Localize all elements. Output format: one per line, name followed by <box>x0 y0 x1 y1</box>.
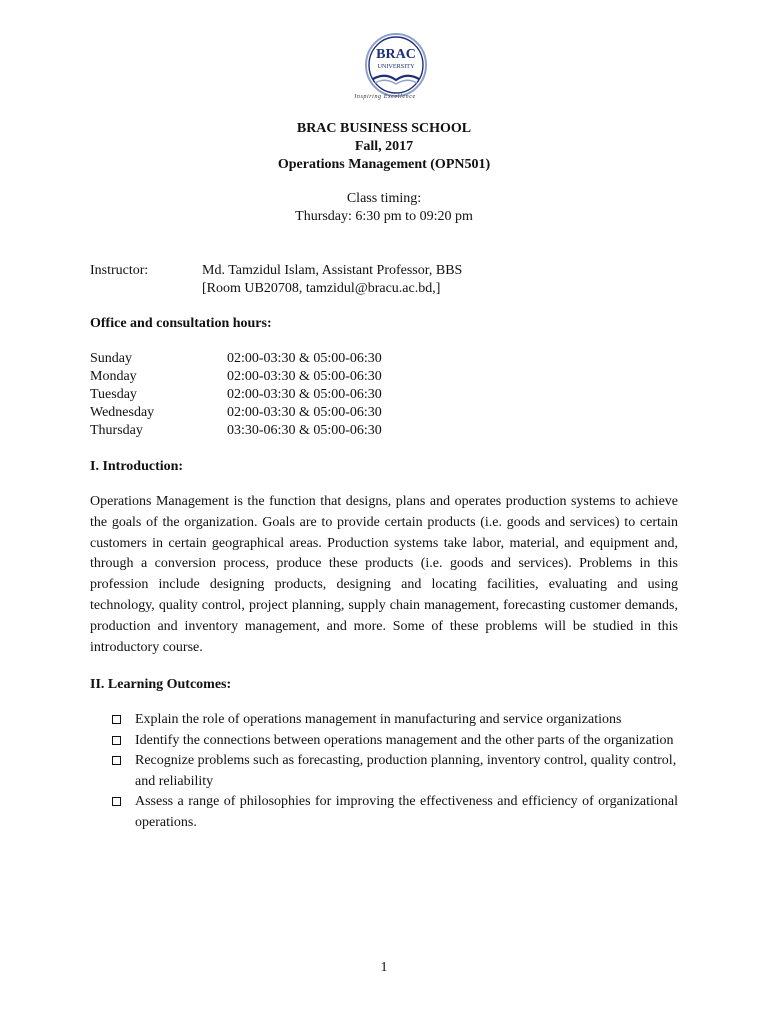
outcome-text: Identify the connections between operations management and the other parts of the organization <box>135 732 674 748</box>
class-timing-label: Class timing: <box>346 191 422 206</box>
office-hours-time: 02:00-03:30 & 05:00-06:30 <box>227 387 382 402</box>
list-item <box>110 792 678 833</box>
list-item <box>110 751 678 792</box>
learning-outcomes-list <box>110 710 678 833</box>
office-hours-time: 02:00-03:30 & 05:00-06:30 <box>227 369 382 384</box>
office-hours-table <box>90 350 490 440</box>
office-hours-title: Office and consultation hours: <box>90 316 272 331</box>
office-hours-row <box>90 350 490 368</box>
office-hours-time: 02:00-03:30 & 05:00-06:30 <box>227 405 382 420</box>
office-hours-row <box>90 422 490 440</box>
class-timing <box>0 190 768 226</box>
instructor-label: Instructor: <box>90 263 149 278</box>
class-timing-value: Thursday: 6:30 pm to 09:20 pm <box>295 209 473 224</box>
office-hours-day: Wednesday <box>90 405 155 420</box>
office-hours-time: 02:00-03:30 & 05:00-06:30 <box>227 351 382 366</box>
outcome-text: Recognize problems such as forecasting, production planning, inventory control, quality control, <box>135 753 677 768</box>
office-hours-day: Tuesday <box>90 387 137 402</box>
office-hours-day: Sunday <box>90 351 132 366</box>
outcome-continuation: and reliability <box>135 773 214 789</box>
brac-logo-icon <box>355 30 437 104</box>
logo-tagline: Inspiring Excellence <box>354 94 416 100</box>
checkbox-bullet-icon <box>112 736 121 745</box>
learning-outcomes-title: II. Learning Outcomes: <box>90 677 232 692</box>
page-number: 1 <box>380 960 388 975</box>
logo-text-university: UNIVERSITY <box>377 63 415 70</box>
list-item <box>110 710 678 731</box>
instructor-contact: [Room UB20708, tamzidul@bracu.ac.bd,] <box>202 281 441 296</box>
list-item <box>110 731 678 752</box>
instructor-name: Md. Tamzidul Islam, Assistant Professor, BBS <box>202 263 463 278</box>
school-name: BRAC BUSINESS SCHOOL <box>296 121 472 136</box>
office-hours-row <box>90 404 490 422</box>
introduction-paragraph: Operations Management is the function that designs, plans and operates production systems to achieve the goals of the organization. Goals are to provide certain products (i.e. goods and services) to certain customers in certain geographical areas. Production systems take labor, material, and equipment and, through a conversion process, produce these products (i.e. goods and services). Problems in this profession include designing products, designing and locating facilities, evaluating and using technology, quality control, project planning, supply chain management, forecasting customer demands, production and inventory management, and more. Some of these problems will be studied in this introductory course. <box>90 494 678 655</box>
office-hours-day: Thursday <box>90 423 143 438</box>
checkbox-bullet-icon <box>112 797 121 806</box>
checkbox-bullet-icon <box>112 715 121 724</box>
outcome-text: Explain the role of operations management in manufacturing and service organizations <box>135 712 622 727</box>
office-hours-row <box>90 368 490 386</box>
introduction-title: I. Introduction: <box>90 459 184 474</box>
university-logo <box>355 30 437 104</box>
office-hours-day: Monday <box>90 369 137 384</box>
document-header <box>0 120 768 174</box>
course-title: Operations Management (OPN501) <box>277 157 491 172</box>
office-hours-time: 03:30-06:30 & 05:00-06:30 <box>227 423 382 438</box>
logo-text-brac: BRAC <box>376 47 416 62</box>
office-hours-row <box>90 386 490 404</box>
open-book-icon <box>373 76 419 80</box>
term: Fall, 2017 <box>354 139 414 154</box>
outcome-text: Assess a range of philosophies for improving the effectiveness and efficiency of organizational operations. <box>135 794 678 830</box>
checkbox-bullet-icon <box>112 756 121 765</box>
